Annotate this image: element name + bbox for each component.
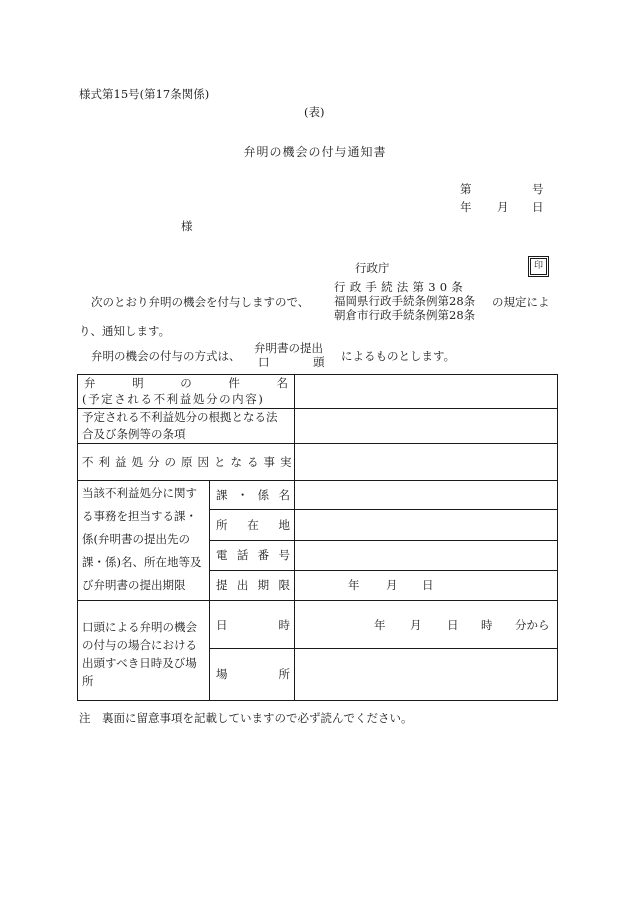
location-label: 所 在 地 bbox=[216, 518, 290, 532]
table-divider bbox=[209, 480, 210, 701]
table-divider bbox=[294, 374, 295, 701]
intro-tail: の規定によ bbox=[492, 295, 550, 309]
table-divider bbox=[209, 540, 558, 541]
datetime-label: 日 時 bbox=[216, 618, 290, 632]
datetime-year: 年 bbox=[374, 618, 386, 632]
document-title: 弁明の機会の付与通知書 bbox=[243, 145, 387, 159]
oral-hearing-label-1: 口頭による弁明の機会 bbox=[82, 620, 197, 634]
case-name-label: 弁 明 の 件 名 bbox=[84, 376, 288, 390]
agency-label: 行政庁 bbox=[355, 261, 390, 275]
intro-lead: 次のとおり弁明の機会を付与しますので、 bbox=[91, 295, 310, 309]
deadline-month: 月 bbox=[386, 578, 398, 592]
date-year: 年 bbox=[460, 200, 472, 214]
table-divider bbox=[77, 600, 558, 601]
method-option-oral: 口 bbox=[258, 355, 270, 369]
table-divider bbox=[209, 648, 558, 649]
seal-icon: 印 bbox=[530, 258, 547, 275]
method-option-written: 弁明書の提出 bbox=[254, 341, 323, 355]
legal-basis-label-2: 合及び条例等の条項 bbox=[82, 427, 186, 441]
oral-hearing-label-3: 出頭すべき日時及び場 bbox=[82, 656, 197, 670]
place-label: 場 所 bbox=[216, 667, 290, 681]
date-day: 日 bbox=[532, 200, 544, 214]
department-label-3: 係(弁明書の提出先の bbox=[82, 532, 190, 546]
law-administrative-procedure: 行政手続法第30条 bbox=[334, 280, 467, 294]
deadline-day: 日 bbox=[422, 578, 434, 592]
form-number: 様式第15号(第17条関係) bbox=[79, 87, 210, 101]
method-tail: によるものとします。 bbox=[341, 349, 456, 363]
section-name-label: 課 ・ 係 名 bbox=[216, 488, 290, 502]
table-divider bbox=[77, 443, 558, 444]
datetime-hour: 時 bbox=[481, 618, 493, 632]
department-label-5: び弁明書の提出期限 bbox=[82, 578, 186, 592]
intro-continuation: り、通知します。 bbox=[79, 324, 171, 338]
law-asakura-ordinance: 朝倉市行政手続条例第28条 bbox=[334, 308, 476, 322]
date-month: 月 bbox=[497, 200, 509, 214]
oral-hearing-label-2: の付与の場合における bbox=[82, 638, 197, 652]
cause-fact-label: 不利益処分の原因となる事実 bbox=[82, 455, 297, 469]
oral-hearing-label-4: 所 bbox=[82, 674, 94, 688]
law-fukuoka-ordinance: 福岡県行政手続条例第28条 bbox=[334, 294, 476, 308]
side-label: (表) bbox=[304, 105, 325, 119]
legal-basis-label-1: 予定される不利益処分の根拠となる法 bbox=[82, 410, 278, 424]
department-label-1: 当該不利益処分に関す bbox=[82, 486, 197, 500]
deadline-year: 年 bbox=[348, 578, 360, 592]
method-option-oral-2: 頭 bbox=[313, 355, 325, 369]
department-label-2: る事務を担当する課・ bbox=[82, 509, 197, 523]
footnote: 注 裏面に留意事項を記載していますので必ず読んでください。 bbox=[79, 711, 413, 725]
datetime-day: 日 bbox=[447, 618, 459, 632]
table-divider bbox=[209, 509, 558, 510]
table-divider bbox=[209, 570, 558, 571]
deadline-label: 提 出 期 限 bbox=[216, 578, 290, 592]
phone-label: 電 話 番 号 bbox=[216, 548, 290, 562]
number-suffix: 号 bbox=[532, 182, 544, 196]
case-name-sublabel: (予定される不利益処分の内容) bbox=[82, 392, 265, 406]
addressee-suffix: 様 bbox=[181, 219, 193, 233]
department-label-4: 課・係)名、所在地等及 bbox=[82, 555, 202, 569]
datetime-minute: 分から bbox=[515, 618, 550, 632]
datetime-month: 月 bbox=[410, 618, 422, 632]
method-lead: 弁明の機会の付与の方式は、 bbox=[91, 349, 241, 363]
number-prefix: 第 bbox=[460, 182, 472, 196]
table-divider bbox=[77, 480, 558, 481]
